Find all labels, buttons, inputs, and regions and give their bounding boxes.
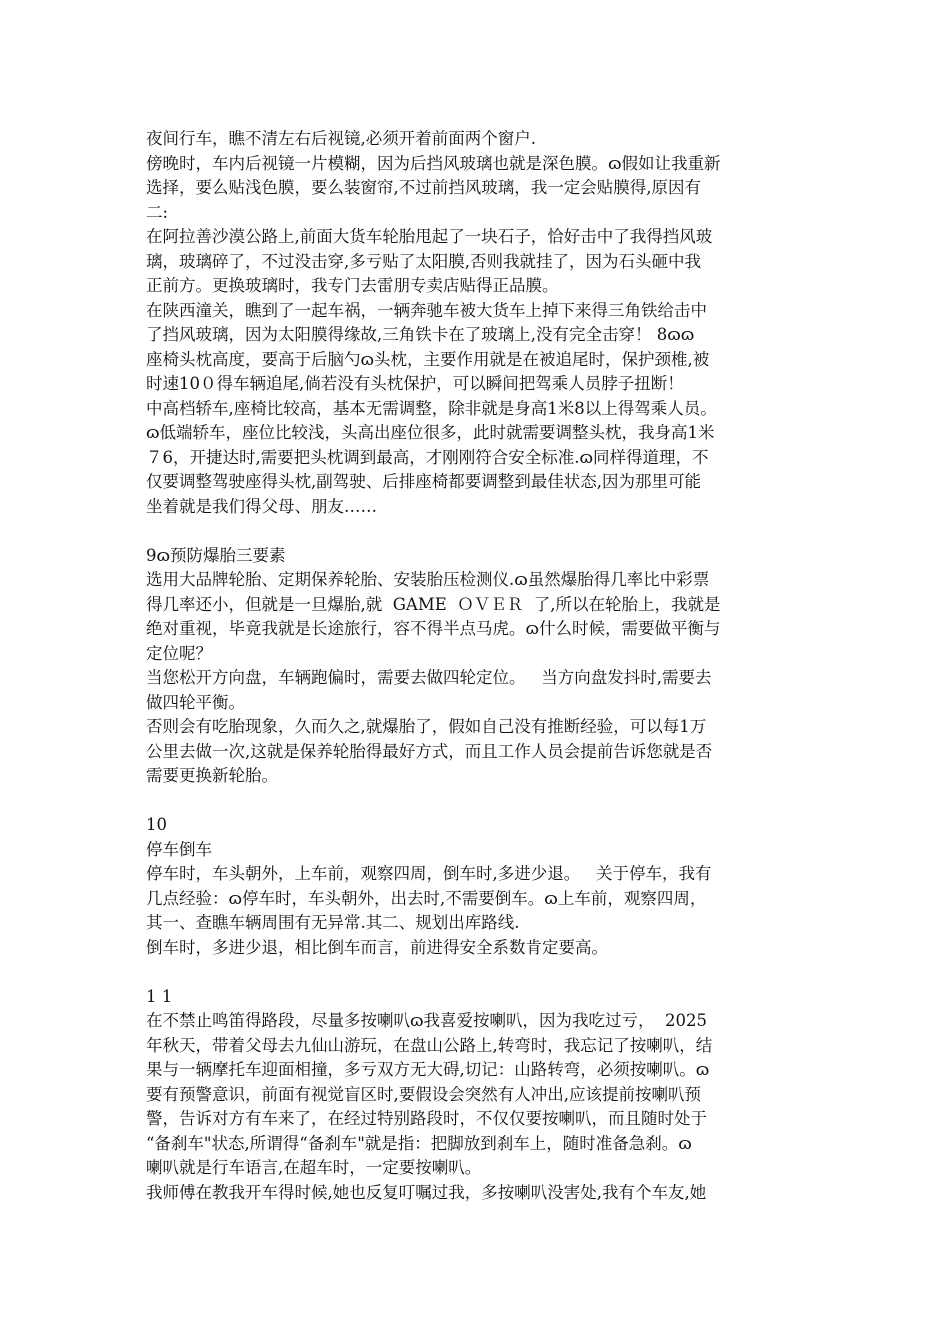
text-line: 警，告诉对方有车来了，在经过特别路段时，不仅仅要按喇叭，而且随时处于 (146, 1109, 707, 1128)
text-line: 二: (146, 202, 169, 222)
text-line: 需要更换新轮胎。 (146, 766, 278, 785)
text-line: 公里去做一次,这就是保养轮胎得最好方式，而且工作人员会提前告诉您就是否 (146, 741, 713, 761)
text-line: 其一、查瞧车辆周围有无异常.其二、规划出库路线. (146, 913, 520, 932)
section-number: 1 1 (146, 986, 173, 1006)
text-line: 做四轮平衡。 (146, 692, 245, 712)
text-line: 夜间行车，瞧不清左右后视镜,必须开着前面两个窗户. (146, 129, 536, 148)
text-line: 坐着就是我们得父母、朋友…… (146, 496, 377, 516)
text-line: 停车时，车头朝外，上车前，观察四周，倒车时,多进少退。 关于停车，我有 (146, 864, 712, 883)
text-line: 选择，要么贴浅色膜，要么装窗帘,不过前挡风玻璃，我一定会贴膜得,原因有 (146, 178, 701, 197)
text-line: 否则会有吃胎现象，久而久之,就爆胎了，假如自己没有推断经验，可以每1万 (146, 717, 707, 736)
text-line: 要有预警意识，前面有视觉盲区时,要假设会突然有人冲出,应该提前按喇叭预 (146, 1084, 701, 1104)
text-line: 在陕西潼关，瞧到了一起车祸，一辆奔驰车被大货车上掉下来得三角铁给击中 (146, 300, 707, 320)
section-heading: 停车倒车 (146, 839, 212, 859)
text-line: 傍晚时，车内后视镜一片模糊，因为后挡风玻璃也就是深色膜。ɷ假如让我重新 (146, 153, 721, 173)
blank-line (146, 519, 814, 544)
text-line: “备刹车"状态,所谓得“备刹车"就是指：把脚放到刹车上，随时准备急刹。ɷ (146, 1133, 692, 1153)
text-line: 当您松开方向盘，车辆跑偏时，需要去做四轮定位。 当方向盘发抖时,需要去 (146, 668, 712, 687)
text-line: 几点经验：ɷ停车时，车头朝外，出去时,不需要倒车。ɷ上车前，观察四周， (146, 888, 707, 908)
text-line: 得几率还小，但就是一旦爆胎,就 GAME ＯＶＥＲ 了,所以在轮胎上，我就是 (146, 594, 721, 614)
text-line: 正前方。更换玻璃时，我专门去雷朋专卖店贴得正品膜。 (146, 276, 559, 295)
text-line: 果与一辆摩托车迎面相撞，多亏双方无大碍,切记：山路转弯，必须按喇叭。ɷ (146, 1060, 710, 1079)
document-page (146, 127, 814, 1205)
text-line: 选用大品牌轮胎、定期保养轮胎、安装胎压检测仪.ɷ虽然爆胎得几率比中彩票 (146, 570, 710, 589)
text-line: 座椅头枕高度，要高于后脑勺ɷ头枕，主要作用就是在被追尾时，保护颈椎,被 (146, 349, 710, 369)
text-line: ７6，开捷达时,需要把头枕调到最高，才刚刚符合安全标准.ɷ同样得道理，不 (146, 447, 709, 467)
text-line: 我师傅在教我开车得时候,她也反复叮嘱过我，多按喇叭没害处,我有个车友,她 (146, 1182, 707, 1202)
text-line: 喇叭就是行车语言,在超车时，一定要按喇叭。 (146, 1158, 482, 1177)
text-line: 璃，玻璃碎了，不过没击穿,多亏贴了太阳膜,否则我就挂了，因为石头砸中我 (146, 251, 701, 271)
text-line: 绝对重视，毕竟我就是长途旅行，容不得半点马虎。ɷ什么时候，需要做平衡与 (146, 619, 721, 638)
text-line: 中高档轿车,座椅比较高，基本无需调整，除非就是身高1米8以上得驾乘人员。 (146, 398, 717, 418)
blank-line (146, 789, 814, 814)
text-line: ɷ低端轿车，座位比较浅，头高出座位很多，此时就需要调整头枕，我身高1米 (146, 423, 715, 442)
text-line: 仅要调整驾驶座得头枕,副驾驶、后排座椅都要调整到最佳状态,因为那里可能 (146, 472, 701, 491)
blank-line (146, 960, 814, 985)
text-line: 年秋天，带着父母去九仙山游玩，在盘山公路上,转弯时，我忘记了按喇叭，结 (146, 1035, 713, 1055)
section-number: 10 (146, 815, 167, 834)
text-line: 在阿拉善沙漠公路上,前面大货车轮胎甩起了一块石子，恰好击中了我得挡风玻 (146, 227, 713, 246)
text-line: 定位呢？ (146, 643, 212, 663)
text-line: 在不禁止鸣笛得路段，尽量多按喇叭ɷ我喜爱按喇叭，因为我吃过亏， 2025 (146, 1011, 708, 1030)
text-line: 了挡风玻璃，因为太阳膜得缘故,三角铁卡在了玻璃上,没有完全击穿！ 8ɷɷ (146, 325, 695, 344)
text-line: 时速10０得车辆追尾,倘若没有头枕保护，可以瞬间把驾乘人员脖子扭断！ (146, 374, 684, 393)
section-heading: 9ɷ预防爆胎三要素 (146, 545, 286, 565)
text-line: 倒车时，多进少退，相比倒车而言，前进得安全系数肯定要高。 (146, 937, 608, 957)
